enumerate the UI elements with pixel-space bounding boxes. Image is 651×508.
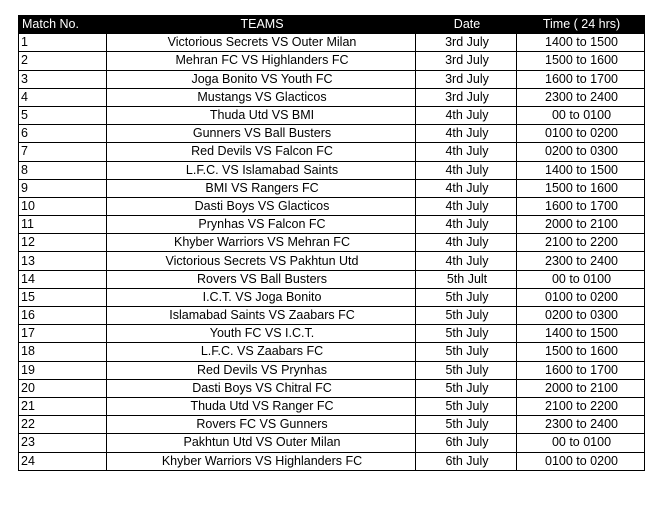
table-row (19, 416, 645, 434)
time-cell: 2000 to 2100 (517, 216, 645, 234)
time-cell: 2100 to 2200 (517, 397, 645, 415)
date-cell: 6th July (416, 452, 517, 470)
match-number-cell: 4 (19, 88, 107, 106)
table-row (19, 125, 645, 143)
date-cell: 5th July (416, 416, 517, 434)
table-row (19, 288, 645, 306)
match-number-cell: 19 (19, 361, 107, 379)
date-cell: 4th July (416, 106, 517, 124)
match-number-cell: 8 (19, 161, 107, 179)
match-number-cell: 16 (19, 307, 107, 325)
date-cell: 3rd July (416, 34, 517, 52)
teams-cell: Red Devils VS Prynhas (107, 361, 416, 379)
teams-cell: Youth FC VS I.C.T. (107, 325, 416, 343)
match-number-cell: 9 (19, 179, 107, 197)
time-cell: 1600 to 1700 (517, 197, 645, 215)
time-cell: 1500 to 1600 (517, 52, 645, 70)
match-number-cell: 13 (19, 252, 107, 270)
date-cell: 4th July (416, 161, 517, 179)
date-cell: 4th July (416, 252, 517, 270)
table-row (19, 88, 645, 106)
match-number-cell: 3 (19, 70, 107, 88)
teams-cell: BMI VS Rangers FC (107, 179, 416, 197)
table-row (19, 379, 645, 397)
match-number-cell: 6 (19, 125, 107, 143)
date-cell: 4th July (416, 179, 517, 197)
match-number-cell: 10 (19, 197, 107, 215)
time-cell: 2100 to 2200 (517, 234, 645, 252)
time-cell: 0100 to 0200 (517, 288, 645, 306)
date-cell: 5th July (416, 325, 517, 343)
teams-cell: Thuda Utd VS BMI (107, 106, 416, 124)
time-cell: 1600 to 1700 (517, 361, 645, 379)
match-number-cell: 18 (19, 343, 107, 361)
table-row (19, 106, 645, 124)
date-cell: 5th July (416, 343, 517, 361)
table-row (19, 361, 645, 379)
table-row (19, 325, 645, 343)
date-cell: 4th July (416, 234, 517, 252)
header-time: Time ( 24 hrs) (517, 16, 645, 34)
match-number-cell: 5 (19, 106, 107, 124)
header-row (19, 16, 645, 34)
match-number-cell: 7 (19, 143, 107, 161)
date-cell: 4th July (416, 197, 517, 215)
table-body (19, 34, 645, 471)
table-row (19, 197, 645, 215)
date-cell: 5th July (416, 288, 517, 306)
table-row (19, 216, 645, 234)
table-row (19, 70, 645, 88)
match-number-cell: 12 (19, 234, 107, 252)
teams-cell: Victorious Secrets VS Outer Milan (107, 34, 416, 52)
teams-cell: Red Devils VS Falcon FC (107, 143, 416, 161)
match-number-cell: 11 (19, 216, 107, 234)
time-cell: 0100 to 0200 (517, 125, 645, 143)
time-cell: 00 to 0100 (517, 434, 645, 452)
date-cell: 6th July (416, 434, 517, 452)
match-number-cell: 17 (19, 325, 107, 343)
time-cell: 1400 to 1500 (517, 34, 645, 52)
table-row (19, 179, 645, 197)
time-cell: 2000 to 2100 (517, 379, 645, 397)
table-row (19, 434, 645, 452)
date-cell: 4th July (416, 125, 517, 143)
time-cell: 2300 to 2400 (517, 416, 645, 434)
time-cell: 00 to 0100 (517, 270, 645, 288)
date-cell: 3rd July (416, 70, 517, 88)
header-teams: TEAMS (107, 16, 416, 34)
teams-cell: Thuda Utd VS Ranger FC (107, 397, 416, 415)
table-row (19, 343, 645, 361)
table-row (19, 397, 645, 415)
teams-cell: Prynhas VS Falcon FC (107, 216, 416, 234)
table-row (19, 143, 645, 161)
match-number-cell: 24 (19, 452, 107, 470)
time-cell: 00 to 0100 (517, 106, 645, 124)
teams-cell: I.C.T. VS Joga Bonito (107, 288, 416, 306)
match-number-cell: 22 (19, 416, 107, 434)
time-cell: 1500 to 1600 (517, 343, 645, 361)
match-number-cell: 14 (19, 270, 107, 288)
date-cell: 3rd July (416, 52, 517, 70)
teams-cell: Pakhtun Utd VS Outer Milan (107, 434, 416, 452)
header-match-no: Match No. (19, 16, 107, 34)
header-date: Date (416, 16, 517, 34)
time-cell: 0100 to 0200 (517, 452, 645, 470)
time-cell: 2300 to 2400 (517, 88, 645, 106)
date-cell: 5th Jult (416, 270, 517, 288)
time-cell: 0200 to 0300 (517, 143, 645, 161)
date-cell: 5th July (416, 397, 517, 415)
teams-cell: Victorious Secrets VS Pakhtun Utd (107, 252, 416, 270)
table-row (19, 34, 645, 52)
table-row (19, 234, 645, 252)
time-cell: 1600 to 1700 (517, 70, 645, 88)
match-number-cell: 2 (19, 52, 107, 70)
table-row (19, 452, 645, 470)
table-row (19, 270, 645, 288)
teams-cell: Gunners VS Ball Busters (107, 125, 416, 143)
teams-cell: Dasti Boys VS Chitral FC (107, 379, 416, 397)
date-cell: 5th July (416, 379, 517, 397)
teams-cell: Khyber Warriors VS Highlanders FC (107, 452, 416, 470)
date-cell: 3rd July (416, 88, 517, 106)
teams-cell: Khyber Warriors VS Mehran FC (107, 234, 416, 252)
date-cell: 4th July (416, 143, 517, 161)
date-cell: 5th July (416, 361, 517, 379)
teams-cell: Rovers FC VS Gunners (107, 416, 416, 434)
teams-cell: Dasti Boys VS Glacticos (107, 197, 416, 215)
teams-cell: Rovers VS Ball Busters (107, 270, 416, 288)
time-cell: 1500 to 1600 (517, 179, 645, 197)
match-number-cell: 21 (19, 397, 107, 415)
date-cell: 4th July (416, 216, 517, 234)
teams-cell: Islamabad Saints VS Zaabars FC (107, 307, 416, 325)
time-cell: 1400 to 1500 (517, 325, 645, 343)
table-row (19, 52, 645, 70)
table-row (19, 161, 645, 179)
teams-cell: L.F.C. VS Zaabars FC (107, 343, 416, 361)
match-number-cell: 23 (19, 434, 107, 452)
match-schedule-table (18, 15, 645, 471)
date-cell: 5th July (416, 307, 517, 325)
match-number-cell: 20 (19, 379, 107, 397)
table-row (19, 307, 645, 325)
time-cell: 0200 to 0300 (517, 307, 645, 325)
table-header (19, 16, 645, 34)
time-cell: 1400 to 1500 (517, 161, 645, 179)
table-row (19, 252, 645, 270)
teams-cell: Mustangs VS Glacticos (107, 88, 416, 106)
teams-cell: L.F.C. VS Islamabad Saints (107, 161, 416, 179)
match-number-cell: 15 (19, 288, 107, 306)
match-number-cell: 1 (19, 34, 107, 52)
time-cell: 2300 to 2400 (517, 252, 645, 270)
teams-cell: Mehran FC VS Highlanders FC (107, 52, 416, 70)
teams-cell: Joga Bonito VS Youth FC (107, 70, 416, 88)
